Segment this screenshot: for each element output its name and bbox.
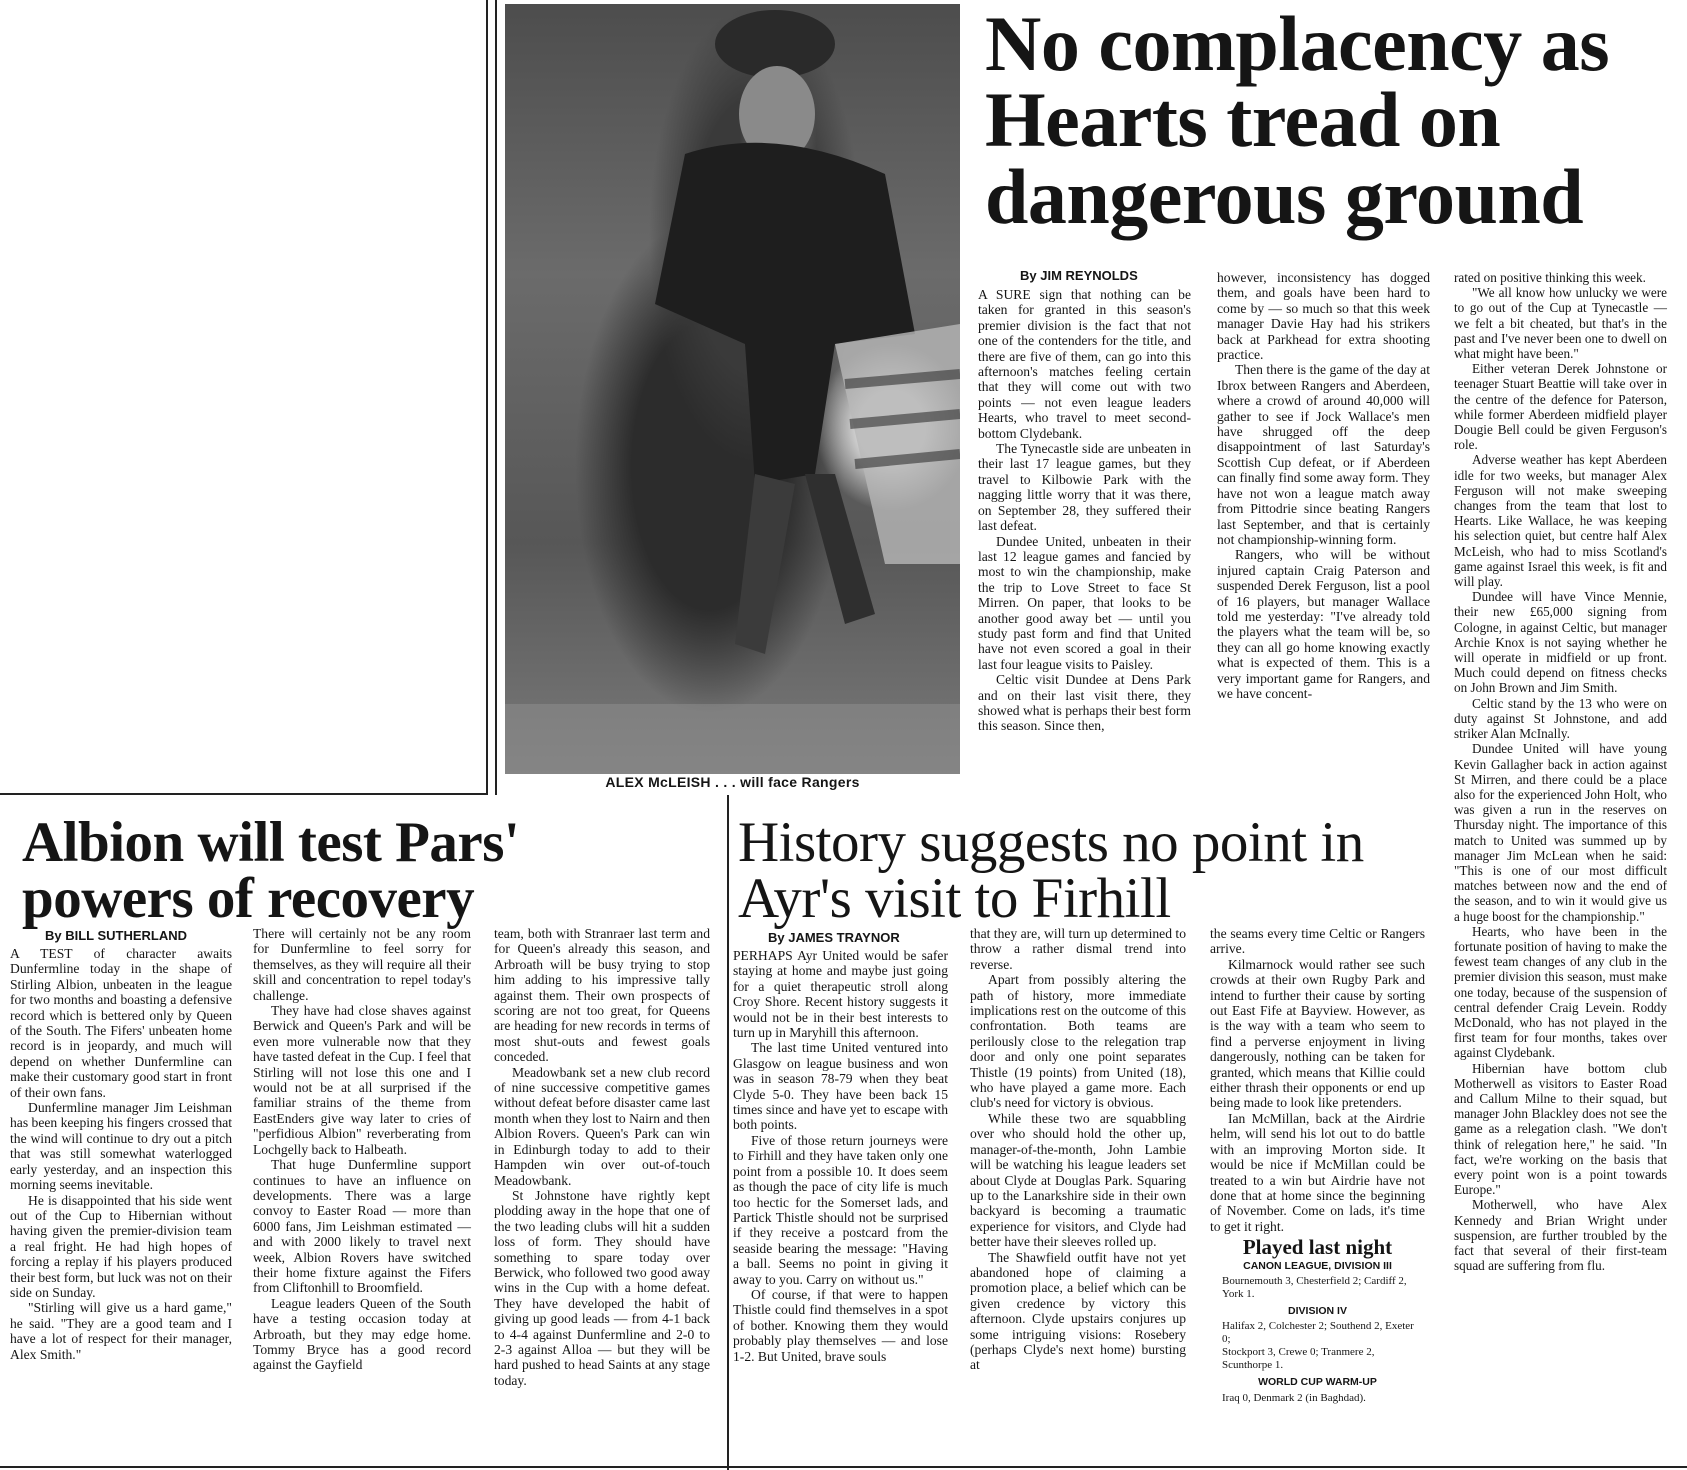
paragraph: team, both with Stranraer last term and for Queen's already this season, and Arbroath will be busy trying to stop him adding to his impressive tally against them. Their own prospects of scoring are not too great, for Queens are heading for new records in terms of most shut-outs and fewest goals conceded. — [494, 926, 710, 1065]
paragraph: The Shawfield outfit have not yet abandoned hope of claiming a promotion place, a belief which can be given credence by victory this afternoon. Clyde upstairs conjures up some intriguing visions: Rosebery (perhaps Clyde's next home) bursting at — [970, 1249, 1186, 1373]
photo-caption: ALEX McLEISH . . . will face Rangers — [605, 774, 860, 790]
paragraph: Then there is the game of the day at Ibrox between Rangers and Aberdeen, where a crowd of around 40,000 will gather to see if Jock Wallace's men have shrugged off the deep disappointment of last Saturday's Scottish Cup defeat, or if Aberdeen can finally find some away form. They have not won a league match away from Pittodrie since beating Rangers last September, and that is certainly not championship-winning form. — [1217, 362, 1430, 547]
story3-column-3 — [1210, 926, 1425, 1405]
story2-column-1 — [10, 946, 232, 1362]
paragraph: He is disappointed that his side went out of the Cup to Hibernian without having given the premier-division team a real fright. He had high hopes of forcing a replay if his players produced their best form, but luck was not on their side on Sunday. — [10, 1192, 232, 1300]
paragraph: Kilmarnock would rather see such crowds at their own Rugby Park and intend to further their cause by sorting out East Fife at Bayview. However, as is the way with a team who seem to find a perverse enjoyment in living dangerously, nothing can be taken for granted, which means that Killie could either thrash their opponents or end up being made to look like pretenders. — [1210, 956, 1425, 1111]
paragraph: A TEST of character awaits Dunfermline today in the shape of Stirling Albion, unbeaten in the league for two months and boasting a defensive record which is bettered only by Queen of the South. The Fifers' unbeaten home record is in jeopardy, and much will depend on whether Dunfermline can make their customary good start in front of their own fans. — [10, 946, 232, 1100]
paragraph: A SURE sign that nothing can be taken for granted in this season's premier division is the fact that not one of the contenders for the title, and there are five of them, can go into this afternoon's matches feeling certain that they will come out with two points — not even league leaders Hearts, who travel to meet second-bottom Clydebank. — [978, 287, 1191, 441]
column-rule — [495, 0, 497, 795]
paragraph: That huge Dunfermline support continues to have an influence on developments. There was a large convoy to Easter Road — more than 6000 fans, Jim Leishman estimated — and with 2000 likely to travel next week, Albion Rovers have switched their home fixture against the Fifers from Cliftonhill to Broomfield. — [253, 1157, 471, 1296]
byline-jim-reynolds: By JIM REYNOLDS — [1020, 268, 1138, 283]
results-title: Played last night — [1242, 1235, 1393, 1260]
paragraph: Meadowbank set a new club record of nine successive competitive games without defeat before disaster came last month when they lost to Nairn and then Albion Rovers. Queen's Park can win in Edinburgh today to add to their Hampden win over out-of-touch Meadowbank. — [494, 1064, 710, 1188]
results-line: York 1. — [1222, 1287, 1255, 1300]
paragraph: Dundee United, unbeaten in their last 12 league games and fancied by most to win the championship, make the trip to Love Street to face St Mirren. On paper, that looks to be another good away bet — until you study past form and find that United have not even scored a goal in their last four league visits to Paisley. — [978, 533, 1191, 672]
results-line: Scunthorpe 1. — [1222, 1359, 1284, 1372]
paragraph: Either veteran Derek Johnstone or teenager Stuart Beattie will take over in the centre of the defence for Paterson, while former Aberdeen midfield player Dougie Bell could be given Ferguson's role. — [1454, 361, 1667, 453]
bottom-rule — [0, 1466, 1687, 1468]
paragraph: St Johnstone have rightly kept plodding away in the hope that one of the two leading clubs will hit a sudden loss of form. They should have something to spare today over Berwick, who followed two good away wins in the Cup with a home defeat. They have developed the habit of giving up good leads — from 4-1 back to 4-4 against Dunfermline and 2-0 to 2-3 against Alloa — but they will be hard pushed to head Saints at any stage today. — [494, 1187, 710, 1388]
paragraph: Celtic visit Dundee at Dens Park and on their last visit there, they showed what is perhaps their best form this season. Since then, — [978, 672, 1191, 734]
paragraph: Adverse weather has kept Aberdeen idle for two weeks, but manager Alex Ferguson will not make sweeping changes from the team that lost to Hearts. Like Wallace, he was keeping his selection quiet, but centre half Alex McLeish, who had to miss Scotland's game against Israel this week, is fit and will play. — [1454, 452, 1667, 590]
paragraph: Dundee United will have young Kevin Gallagher back in action against St Mirren, and there could be a place also for the experienced John Holt, who was given a run in the reserves on Thursday night. The importance of this match to United was summed up by manager Jim McLean when he said: "This is one of our most difficult matches between now and the end of the season, and to win it would give us a huge boost for the championship." — [1454, 741, 1667, 924]
column-rule — [727, 795, 729, 1470]
paragraph: While these two are squabbling over who should hold the other up, manager-of-the-month, John Lambie will be watching his league leaders set about Clyde at Douglas Park. Squaring up to the Lanarkshire side in their own backyard is becoming a traumatic experience for visitors, and Clyde had better have their sleeves rolled up. — [970, 1110, 1186, 1250]
paragraph: Ian McMillan, back at the Airdrie helm, will send his lot out to do battle with an improving Morton side. It would be nice if McMillan could be treated to a win but Airdrie have not done that at home since the beginning of November. Come on lads, it's time to get it right. — [1210, 1110, 1425, 1234]
results-line: Iraq 0, Denmark 2 (in Baghdad). — [1222, 1391, 1366, 1404]
story3-column-1 — [733, 948, 948, 1364]
paragraph: Hibernian have bottom club Motherwell as visitors to Easter Road and Callum Milne to their squad, but manager John Blackley does not see the game as a relegation clash. "We don't think of relegation here," he said. "In fact, we're working on the basis that every point won is a point towards Europe." — [1454, 1060, 1667, 1198]
paragraph: Five of those return journeys were to Firhill and they have taken only one point from a possible 10. It does seem as though the pace of city life is much too hectic for the Somerset lads, and Partick Thistle should not be surprised if they receive a postcard from the seaside bearing the message: "Having a ball. Seems no point in giving it away to you. Carry on without us." — [733, 1132, 948, 1287]
results-section-heading: WORLD CUP WARM-UP — [1258, 1376, 1377, 1389]
paragraph: Dundee will have Vince Mennie, their new £65,000 signing from Cologne, in against Celtic, but manager Archie Knox is not saying whether he will operate in midfield or up front. Much could depend on fitness checks on John Brown and Jim Smith. — [1454, 589, 1667, 696]
paragraph: League leaders Queen of the South have a testing occasion today at Arbroath, but they may edge home. Tommy Bryce has a good record against the Gayfield — [253, 1295, 471, 1373]
results-line: Halifax 2, Colchester 2; Southend 2, Exeter 0; — [1222, 1320, 1414, 1346]
results-box — [1210, 1235, 1425, 1405]
byline-bill-sutherland: By BILL SUTHERLAND — [45, 928, 188, 943]
results-line: Stockport 3, Crewe 0; Tranmere 2, — [1222, 1346, 1375, 1359]
paragraph: The last time United ventured into Glasgow on league business and won was in season 78-79 when they beat Clyde 5-0. They have been back 15 times since and have yet to escape with both points. — [733, 1040, 948, 1133]
paragraph: They have had close shaves against Berwick and Queen's Park and will be even more vulnerable now that they have tasted defeat in the Cup. I feel that Stirling will not lose this one and I would not be at all surprised if the familiar strains of the theme from EastEnders give way later to cries of "perfidious Albion" reverberating from Lochgelly back to Halbeath. — [253, 1003, 471, 1157]
paragraph: "We all know how unlucky we were to go out of the Cup at Tynecastle — we felt a bit cheated, but that's in the past and I've never been one to dwell on what might have been." — [1454, 285, 1667, 362]
paragraph: The Tynecastle side are unbeaten in their last 17 league games, but they travel to Kilbowie Park with the nagging little worry that it was there, on September 28, they suffered their last defeat. — [978, 441, 1191, 534]
headline-hearts: No complacency as Hearts tread on dangerous ground — [985, 0, 1610, 240]
story1-column-2 — [1217, 270, 1430, 701]
paragraph: however, inconsistency has dogged them, and goals have been hard to come by — so much so that this week manager Davie Hay had his strikers back at Parkhead for extra shooting practice. — [1217, 270, 1430, 363]
results-section-heading: CANON LEAGUE, DIVISION III — [1243, 1259, 1392, 1272]
paragraph: Dunfermline manager Jim Leishman has been keeping his fingers crossed that the wind will continue to dry out a pitch that was still somewhat waterlogged early yesterday, and an inspection this morning seems inevitable. — [10, 1100, 232, 1193]
paragraph: that they are, will turn up determined to throw a rather dismal trend into reverse. — [970, 926, 1186, 972]
story2-column-2 — [253, 926, 471, 1373]
paragraph: rated on positive thinking this week. — [1454, 270, 1646, 285]
results-section-heading: DIVISION IV — [1288, 1304, 1347, 1317]
results-line: Bournemouth 3, Chesterfield 2; Cardiff 2, — [1222, 1274, 1407, 1287]
paragraph: "Stirling will give us a hard game," he said. "They are a good team and I have a lot of respect for their manager, Alex Smith." — [10, 1300, 232, 1362]
paragraph: Rangers, who will be without injured captain Craig Paterson and suspended Derek Ferguson, list a pool of 16 players, but manager Wallace told me yesterday: "I've already told the players what the team will be, so they can all go home knowing exactly what is expected of them. This is a very important game for Rangers, and we have concent- — [1217, 547, 1430, 701]
paragraph: Motherwell, who have Alex Kennedy and Brian Wright under suspension, are further troubled by the fact that several of their first-team squad are suffering from flu. — [1454, 1197, 1667, 1274]
story3-column-2 — [970, 926, 1186, 1373]
paragraph: Hearts, who have been in the fortunate position of having to make the fewest team changes of any club in the premier division this season, must make one today, because of the suspension of central defender Craig Levein. Roddy McDonald, who has not played in the first team for four months, takes over against Clydebank. — [1454, 923, 1667, 1061]
blank-area — [0, 0, 488, 795]
paragraph: Celtic stand by the 13 who were on duty against St Johnstone, and add striker Alan McInally. — [1454, 695, 1667, 742]
paragraph: the seams every time Celtic or Rangers arrive. — [1210, 926, 1425, 957]
paragraph: Of course, if that were to happen Thistle could find themselves in a spot of bother. Knowing them they would probably play themselves — and lose 1-2. But United, brave souls — [733, 1286, 948, 1364]
match-photo — [505, 4, 960, 774]
headline-ayr: History suggests no point in Ayr's visit to Firhill — [738, 811, 1364, 930]
paragraph: Apart from possibly altering the path of history, more immediate implications rest on the outcome of this confrontation. Both teams are perilously close to the relegation trap door and only one point separates Thistle (19 points) from United (18), who have played a game more. Each club's need for victory is obvious. — [970, 972, 1186, 1111]
paragraph: There will certainly not be any room for Dunfermline to feel sorry for themselves, as they will require all their skill and concentration to repel today's challenge. — [253, 926, 471, 1003]
story1-column-3 — [1454, 270, 1667, 1273]
story2-column-3 — [494, 926, 710, 1388]
paragraph: PERHAPS Ayr United would be safer staying at home and maybe just going for a quiet therapeutic stroll along Croy Shore. Recent history suggests it would not be in their best interests to turn up in Maryhill this afternoon. — [733, 948, 948, 1041]
player-silhouette — [505, 4, 960, 774]
headline-albion: Albion will test Pars' powers of recovery — [22, 811, 520, 930]
story1-column-1 — [978, 287, 1191, 734]
byline-james-traynor: By JAMES TRAYNOR — [768, 930, 900, 945]
